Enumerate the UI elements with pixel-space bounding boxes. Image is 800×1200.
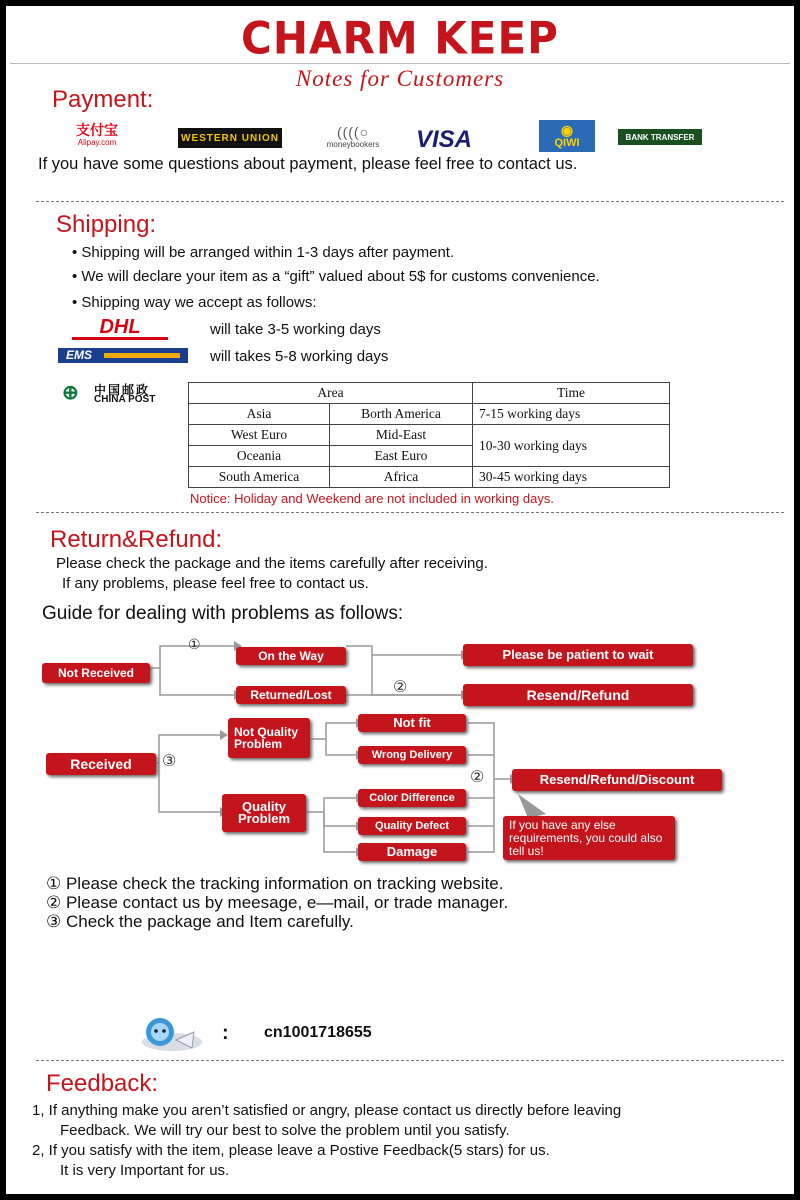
not-quality-problem-box: Not Quality Problem xyxy=(228,718,310,758)
shipping-bullet: • Shipping will be arranged within 1-3 days after payment. xyxy=(72,244,455,261)
returned-lost-box: Returned/Lost xyxy=(236,686,346,704)
connector xyxy=(311,723,356,739)
payment-note: If you have some questions about payment, please feel free to contact us. xyxy=(38,155,578,173)
contact-colon: : xyxy=(222,1022,229,1044)
visa-logo: VISA xyxy=(416,126,473,153)
step-2-marker: ② xyxy=(470,769,485,786)
notes-sheet: CHARM KEEP Notes for Customers Payment: 支付宝 Alipay.com WESTERN UNION ((((○ moneybookers VISA ◉ QIWI BANK TRANSFER If you have some questions about payment, please feel free to contact us. Shipping: • Shipping will be arranged within 1-3 days after payment. • We will declare your item as a “gift” valued about 5$ for customs convenience. • Shipping way we accept as follows: DHL will take 3-5 working days EMS will takes 5-8 working days ⊕ 中国邮政 CHINA POST Area Time Asia Borth America 7-15 working days West Euro Mid-East 10-30 working days Oceania East Euro South America Africa 30-45 working days Notice: Holiday and Weekend are not included in working days. Return&Refund: Please check the package and the items carefully after receiving. If any problems, please feel free to contact us. Guide for dealing with problems as follows: Not Received ① On the Way Returned/Lost ② Please be patient to wait Resend/Refund Received ③ Not Quality Problem Quality Problem Not fit Wrong Delivery Color Difference Quality Defect Damage ② Resend/Refund/Discount If you have any else requirements, you could also tell us! ① Please check the tracking information on tracking website. ② Please contact us by meesage, e—mail, or trade manager. ③ Check the package and Item carefully. : cn1001718655 Feedback: 1, If anything make you aren’t satisfied or angry, please contact us directly before leaving Feedback. We will try our best to solve the problem until you satisfy. 2, If you satisfy with the item, please leave a Postive Feedback(5 stars) for us. It is very Important for us. xyxy=(6,6,794,1194)
connector xyxy=(346,646,461,655)
section-divider xyxy=(36,1060,784,1061)
seller-id: cn1001718655 xyxy=(264,1024,372,1041)
resend-refund-discount-box: Resend/Refund/Discount xyxy=(512,769,722,791)
not-received-box: Not Received xyxy=(42,663,150,683)
connector xyxy=(324,812,356,826)
step-instruction: ③ Check the package and Item carefully. xyxy=(46,912,354,931)
feedback-heading: Feedback: xyxy=(46,1070,159,1097)
connector xyxy=(372,655,461,695)
alipay-logo: 支付宝 Alipay.com xyxy=(76,122,118,147)
holiday-notice: Notice: Holiday and Weekend are not included in working days. xyxy=(190,491,554,506)
ems-logo: EMS xyxy=(58,348,188,363)
connector xyxy=(468,723,494,755)
quality-problem-box: Quality Problem xyxy=(222,794,306,832)
wrong-delivery-box: Wrong Delivery xyxy=(358,746,466,764)
tagline: Notes for Customers xyxy=(295,66,505,91)
moneybookers-logo: ((((○ moneybookers xyxy=(318,125,388,149)
qiwi-icon: ◉ xyxy=(560,122,574,138)
dhl-logo: DHL xyxy=(72,317,168,340)
feedback-line: Feedback. We will try our best to solve the problem until you satisfy. xyxy=(60,1122,510,1139)
ems-time: will takes 5-8 working days xyxy=(210,348,389,365)
received-box: Received xyxy=(46,753,156,775)
connector xyxy=(468,798,494,852)
connector xyxy=(324,812,356,852)
guide-title: Guide for dealing with problems as follows: xyxy=(42,603,404,624)
color-difference-box: Color Difference xyxy=(358,789,466,807)
step-2-marker: ② xyxy=(393,679,408,696)
refund-line: Please check the package and the items carefully after receiving. xyxy=(56,555,488,572)
on-the-way-box: On the Way xyxy=(236,647,346,665)
western-union-logo: WESTERN UNION xyxy=(178,128,282,148)
speech-bubble-tail xyxy=(518,794,546,818)
feedback-line: 2, If you satisfy with the item, please leave a Postive Feedback(5 stars) for us. xyxy=(32,1142,550,1159)
qiwi-logo: ◉ QIWI xyxy=(539,120,595,152)
connector xyxy=(306,798,356,812)
step-1-marker: ① xyxy=(188,636,201,652)
connector xyxy=(160,668,234,695)
else-requirements-note: If you have any else requirements, you could also tell us! xyxy=(503,816,675,860)
payment-heading: Payment: xyxy=(52,86,154,113)
step-instruction: ① Please check the tracking information on tracking website. xyxy=(46,874,504,893)
arrow-head xyxy=(220,730,228,740)
feedback-line: It is very Important for us. xyxy=(60,1162,230,1179)
quality-defect-box: Quality Defect xyxy=(358,817,466,835)
shipping-bullet: • We will declare your item as a “gift” valued about 5$ for customs convenience. xyxy=(72,268,600,285)
messenger-icon xyxy=(136,1014,206,1054)
bank-transfer-logo: BANK TRANSFER xyxy=(618,129,702,145)
messenger-icon-graphic xyxy=(136,1014,206,1054)
brand-title: CHARM KEEP xyxy=(241,12,559,65)
china-post-icon: ⊕ xyxy=(62,382,79,404)
table-row: West Euro Mid-East 10-30 working days xyxy=(189,425,670,446)
feedback-line: 1, If anything make you aren’t satisfied or angry, please contact us directly before leaving xyxy=(32,1102,622,1119)
dhl-time: will take 3-5 working days xyxy=(210,321,381,338)
step-3-marker: ③ xyxy=(162,753,177,770)
refund-line: If any problems, please feel free to contact us. xyxy=(62,575,369,592)
table-row: Oceania East Euro xyxy=(189,446,670,467)
damage-box: Damage xyxy=(358,843,466,861)
patient-wait-box: Please be patient to wait xyxy=(463,644,693,666)
table-row: South America Africa 30-45 working days xyxy=(189,467,670,488)
step-instruction: ② Please contact us by meesage, e—mail, or trade manager. xyxy=(46,893,509,912)
resend-refund-box: Resend/Refund xyxy=(463,684,693,706)
connector xyxy=(326,739,356,755)
shipping-bullet: • Shipping way we accept as follows: xyxy=(72,294,317,311)
not-fit-box: Not fit xyxy=(358,714,466,732)
refund-heading: Return&Refund: xyxy=(50,526,223,553)
header-time: Time xyxy=(473,383,670,404)
flowchart-connectors xyxy=(6,6,794,1194)
moneybookers-icon: ((((○ xyxy=(336,124,370,140)
shipping-heading: Shipping: xyxy=(56,211,157,238)
header-area: Area xyxy=(189,383,473,404)
table-row: Asia Borth America 7-15 working days xyxy=(189,404,670,425)
